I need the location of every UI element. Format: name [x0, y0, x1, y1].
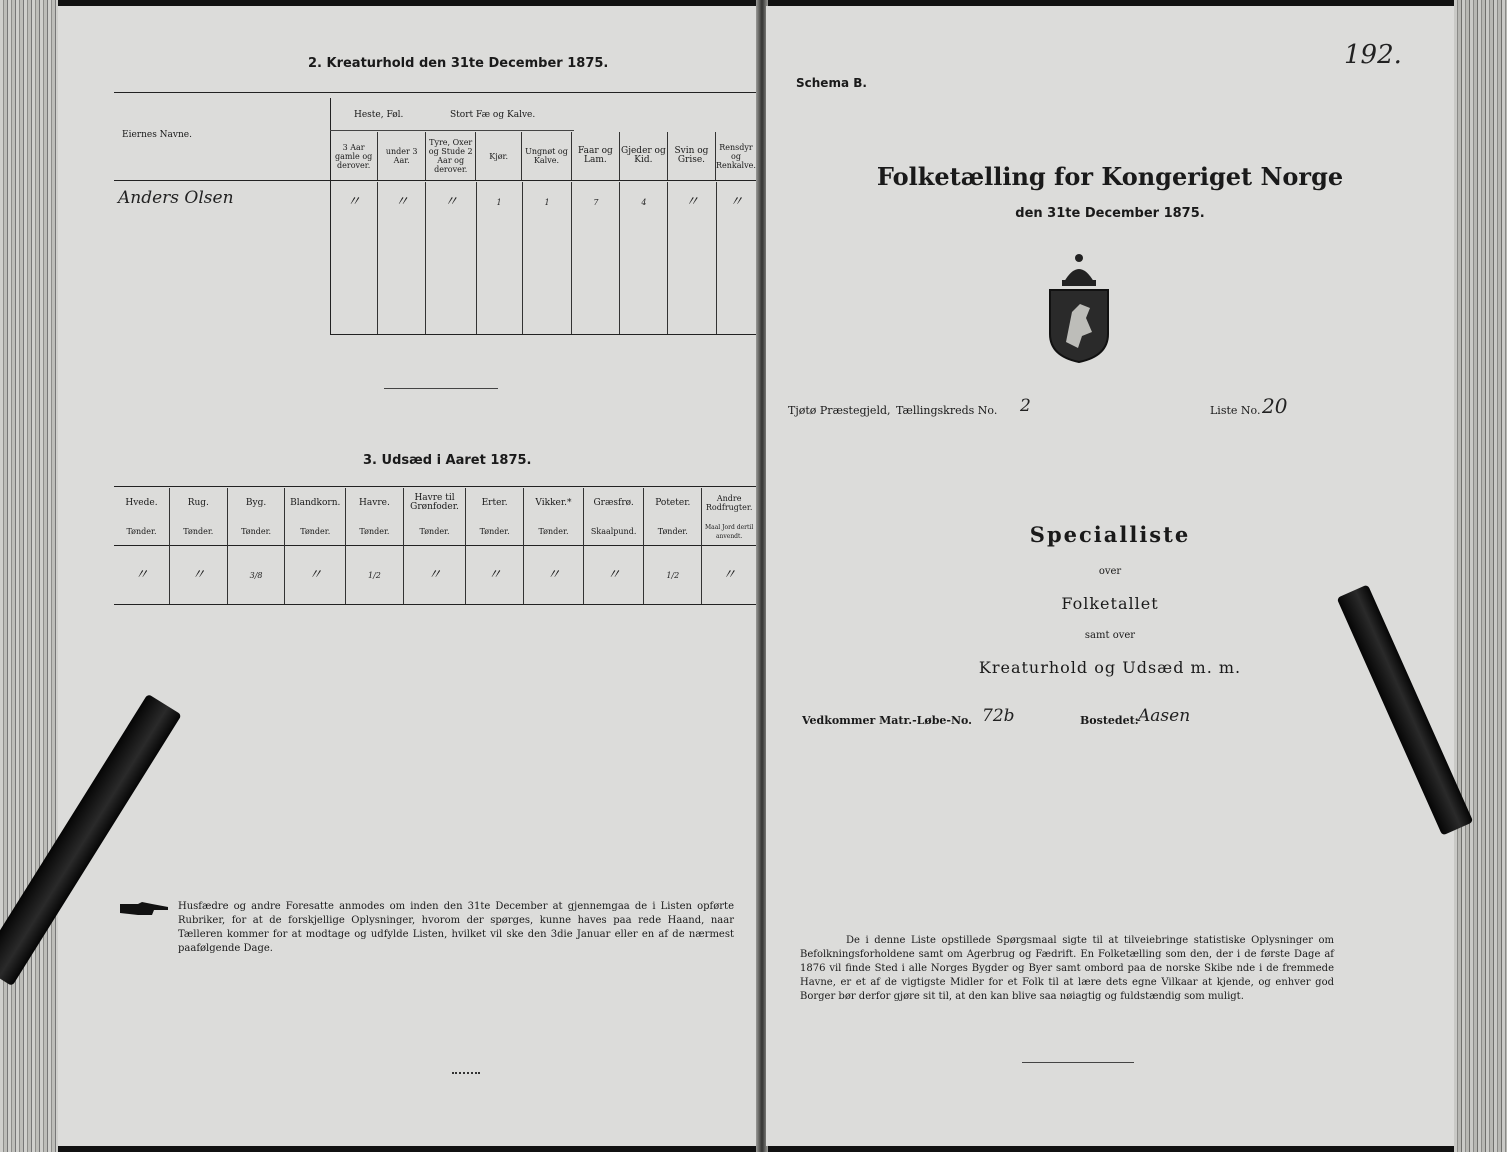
col-header: 3 Aar gamle og derover.	[330, 132, 378, 180]
bosted-label: Bostedet:	[1080, 714, 1139, 727]
section2-title: 2. Kreaturhold den 31te December 1875.	[308, 56, 609, 71]
kreaturhold-text: Kreaturhold og Udsæd m. m.	[978, 658, 1242, 677]
specialliste-title: Specialliste	[1029, 522, 1191, 547]
crop-header: Erter.	[466, 488, 524, 518]
group-stort: Stort Fæ og Kalve.	[450, 110, 536, 120]
crop-unit: Tønder.	[227, 518, 285, 546]
sowing-value: 〃	[583, 546, 643, 604]
crop-header: Poteter.	[644, 488, 702, 518]
livestock-value: 4	[620, 182, 668, 222]
crop-unit: Tønder.	[403, 518, 465, 546]
col-header: Faar og Lam.	[572, 132, 620, 180]
rule	[114, 486, 756, 487]
livestock-header-table	[330, 132, 756, 180]
owner-name: Anders Olsen	[118, 188, 234, 208]
crop-unit: Tønder.	[644, 518, 702, 546]
folketallet-text: Folketallet	[1061, 594, 1159, 613]
matr-label: Vedkommer Matr.-Løbe-No.	[802, 714, 972, 727]
rule	[330, 334, 756, 335]
crop-unit: Tønder.	[346, 518, 404, 546]
rule	[114, 92, 756, 93]
livestock-value: 〃	[330, 182, 378, 222]
census-date: den 31te December 1875.	[1015, 206, 1205, 221]
schema-label: Schema B.	[796, 76, 867, 90]
col-header: under 3 Aar.	[378, 132, 426, 180]
page-number: 192.	[1344, 40, 1402, 70]
samt-over-text: samt over	[1084, 630, 1136, 641]
bosted-value: Aasen	[1138, 706, 1191, 726]
crop-unit: Maal Jord dertil anvendt.	[705, 523, 754, 540]
parish-label: Tjøtø Præstegjeld,	[788, 404, 891, 417]
district-value: 2	[1020, 396, 1031, 416]
crop-header: Blandkorn.	[285, 488, 346, 518]
short-rule	[452, 1072, 480, 1074]
crop-header: Vikker.*	[524, 488, 584, 518]
col-header: Kjør.	[476, 132, 522, 180]
col-header: Tyre, Oxer og Stude 2 Aar og derover.	[426, 132, 476, 180]
owner-header: Eiernes Navne.	[122, 130, 192, 140]
livestock-value: 〃	[426, 182, 476, 222]
crop-header: Rug.	[169, 488, 227, 518]
sowing-value: 1/2	[644, 546, 702, 604]
crop-header: Byg.	[227, 488, 285, 518]
group-heste: Heste, Føl.	[354, 110, 404, 120]
intro-paragraph: De i denne Liste opstillede Spørgsmaal sigte til at tilveiebringe statistiske Oplysninger om Befolkningsforholdene samt om Agerbrug og Fædrift. En Folketælling som den, der i de første Dage af 1876 vil finde Sted i alle Norges Bygder og Byer samt ombord paa de norske Skibe nde i de fremmede Havne, er et af de vigtigste Midler for et Folk til at lære dets egne Vilkaar at kjende, og enhver god Borger bør derfor gjøre sit til, at den kan blive saa nøiagtig og fuldstændig som muligt.	[800, 935, 1334, 1002]
livestock-value: 〃	[729, 193, 744, 210]
sowing-value: 3/8	[227, 546, 285, 604]
rule	[114, 180, 756, 181]
rule	[330, 130, 574, 131]
col-header: Rensdyr og Renkalve.	[716, 142, 756, 170]
livestock-value: 7	[572, 182, 620, 222]
sowing-value: 〃	[114, 546, 169, 604]
crop-header: Græsfrø.	[583, 488, 643, 518]
district-label: Tællingskreds No.	[896, 404, 998, 417]
crop-header: Andre Rodfrugter.	[705, 494, 753, 513]
crop-unit: Tønder.	[169, 518, 227, 546]
coat-of-arms-icon	[1042, 252, 1116, 364]
census-title: Folketælling for Kongeriget Norge	[876, 162, 1344, 191]
crop-header: Havre til Grønfoder.	[403, 488, 465, 518]
crop-unit: Tønder.	[285, 518, 346, 546]
crop-unit: Tønder.	[114, 518, 169, 546]
right-page	[766, 6, 1454, 1146]
livestock-value: 1	[522, 182, 572, 222]
left-page	[58, 6, 760, 1146]
sowing-table	[114, 488, 756, 604]
livestock-values-table	[330, 182, 756, 334]
sowing-value: 〃	[722, 566, 737, 583]
matr-value: 72b	[982, 706, 1015, 726]
rule	[114, 604, 756, 605]
sowing-value: 〃	[466, 546, 524, 604]
book-edge-right	[1454, 0, 1507, 1152]
short-rule	[384, 388, 498, 389]
list-value: 20	[1262, 394, 1288, 418]
sowing-value: 〃	[403, 546, 465, 604]
livestock-value: 〃	[668, 182, 716, 222]
sowing-value: 〃	[285, 546, 346, 604]
crop-unit: Skaalpund.	[583, 518, 643, 546]
livestock-value: 〃	[378, 182, 426, 222]
section3-title: 3. Udsæd i Aaret 1875.	[363, 453, 532, 468]
list-label: Liste No.	[1210, 404, 1261, 417]
over-text: over	[1098, 566, 1122, 577]
footnote: Husfædre og andre Foresatte anmodes om inden den 31te December at gjennemgaa de i Listen opførte Rubriker, for at de forskjellige Oplysninger, hvorom der spørges, kunne haves paa rede Haand, naar Tælleren kommer for at modtage og udfylde Listen, hvilket vil ske den 3die Januar eller en af de nærmest paafølgende Dage.	[178, 901, 734, 954]
crop-unit: Tønder.	[466, 518, 524, 546]
col-header: Ungnøt og Kalve.	[521, 132, 571, 180]
crop-header: Hvede.	[114, 488, 169, 518]
livestock-value: 1	[476, 182, 522, 222]
crop-unit: Tønder.	[524, 518, 584, 546]
sowing-value: 〃	[524, 546, 584, 604]
short-rule	[1022, 1062, 1134, 1063]
crop-header: Havre.	[346, 488, 404, 518]
col-header: Gjeder og Kid.	[619, 132, 667, 180]
sowing-value: 〃	[169, 546, 227, 604]
pointing-hand-icon	[118, 900, 170, 918]
col-header: Svin og Grise.	[667, 132, 715, 180]
sowing-value: 1/2	[346, 546, 404, 604]
